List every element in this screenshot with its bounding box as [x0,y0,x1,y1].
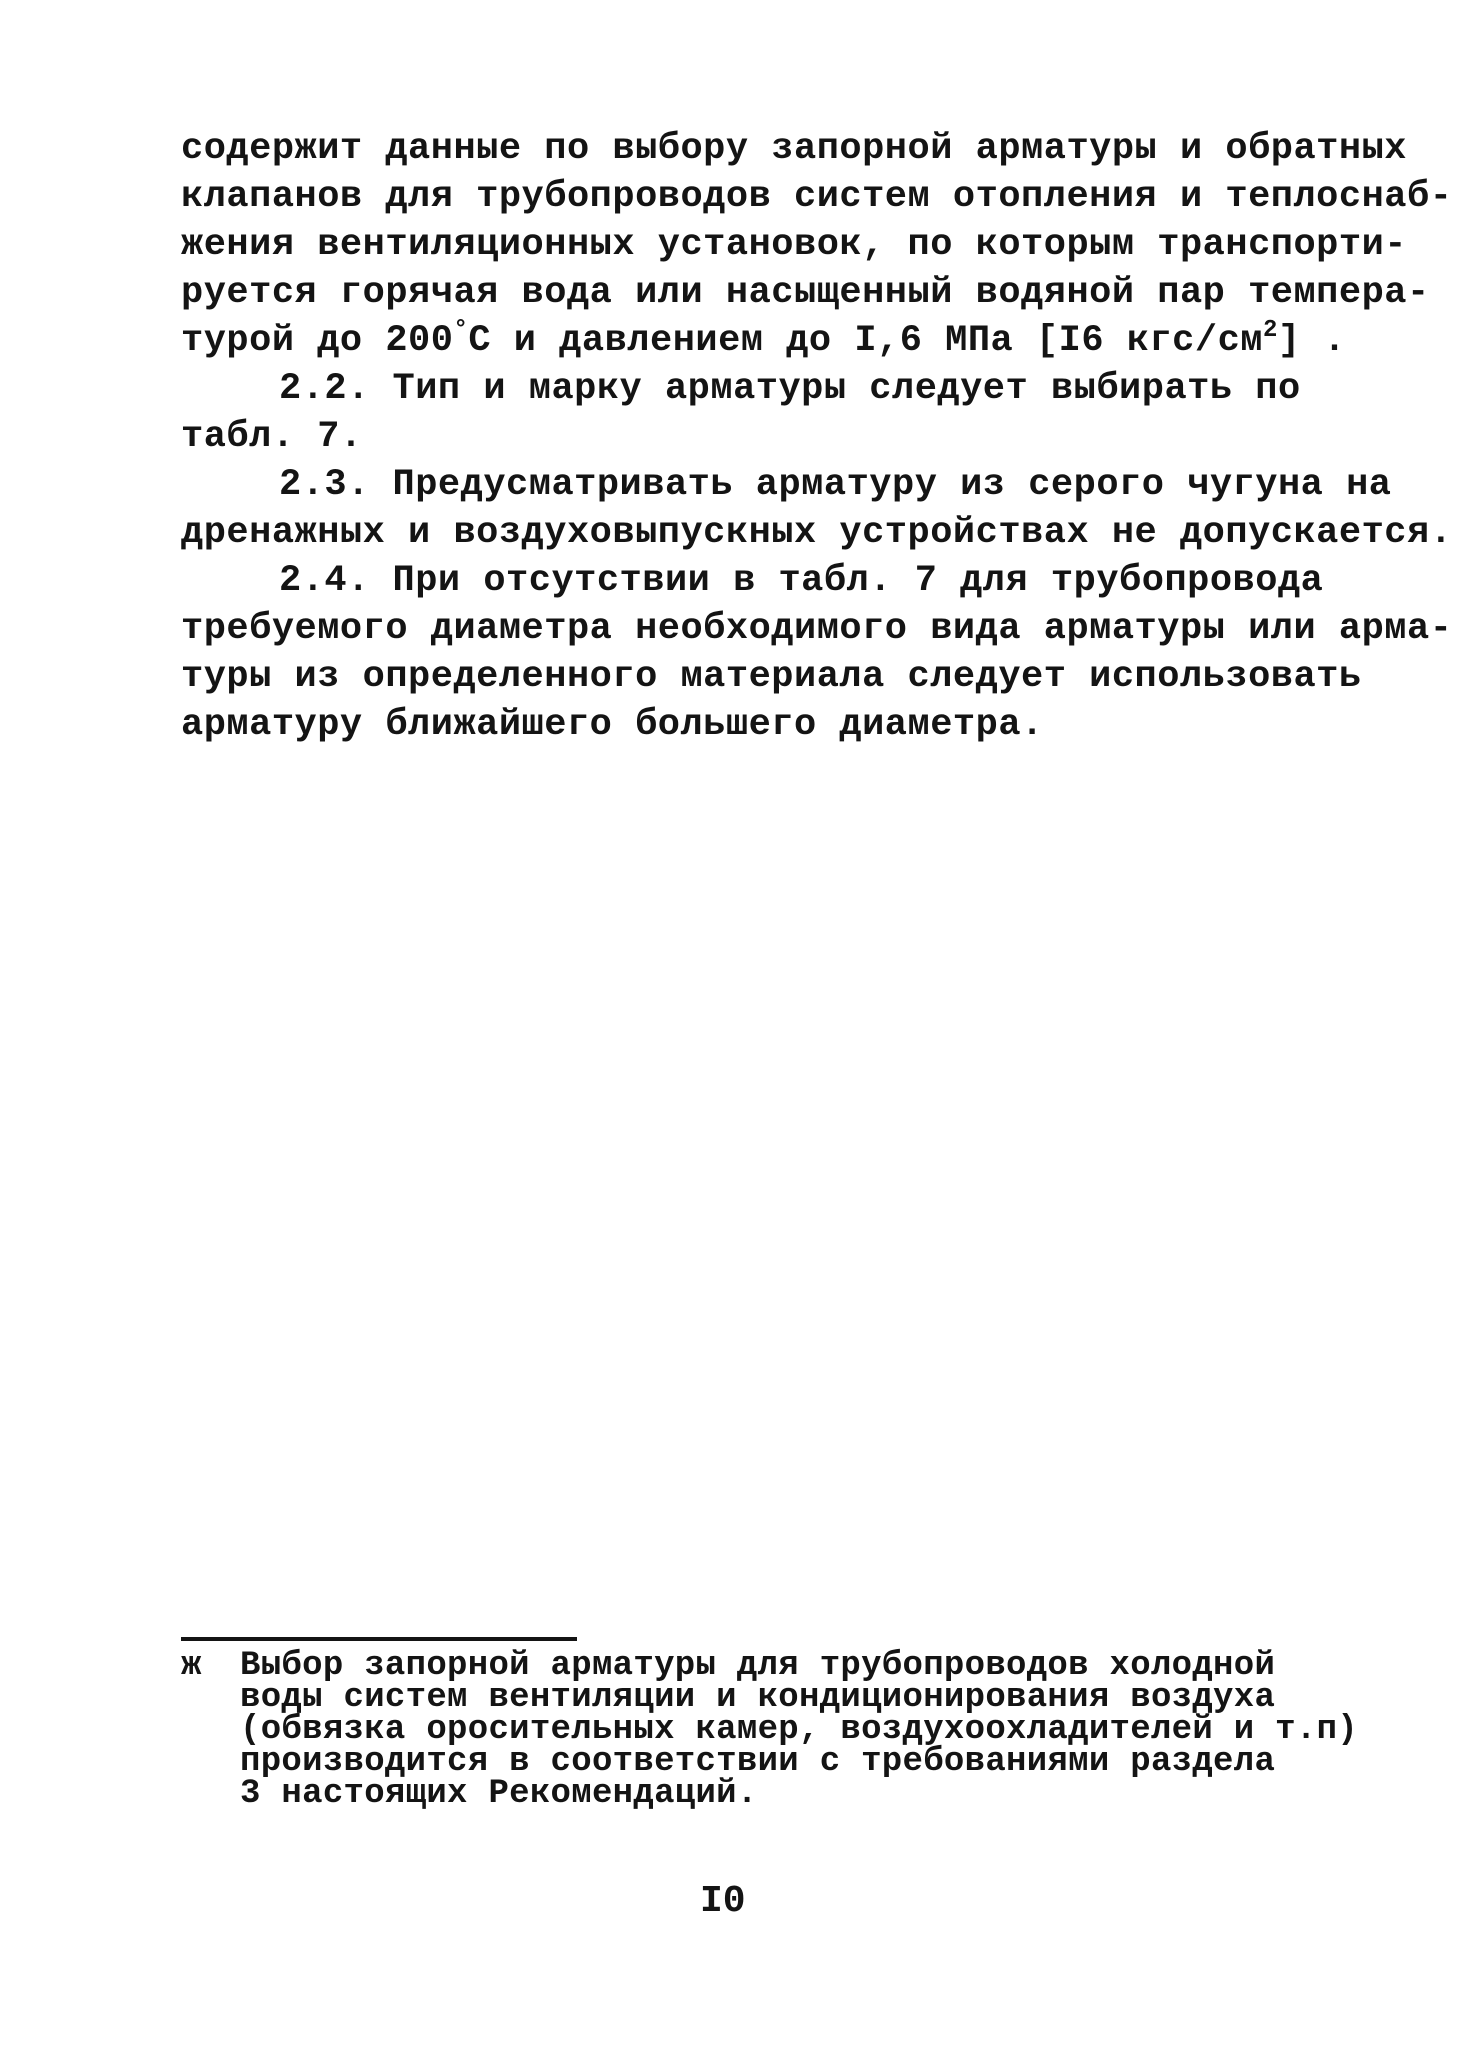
superscript-two: 2 [1263,317,1278,344]
paragraph-2-3: 2.3. Предусматривать арматуру из серого чугуна на [279,464,1392,506]
degree-sign: ° [453,317,469,344]
footnote-line-1: Выбор запорной арматуры для трубопроводов холодной [240,1647,1276,1685]
paragraph-2-4-cont-2: туры из определенного материала следует использовать [181,656,1362,698]
paragraph-2-2-cont: табл. 7. [181,416,363,458]
body-line-3: жения вентиляционных установок, по которым транспорти- [181,224,1407,266]
paragraph-2-4-cont-3: арматуру ближайшего большего диаметра. [181,704,1044,746]
body-line-5-part-1: турой до 200 [181,320,454,362]
footnote-line-2: воды систем вентиляции и кондиционирования воздуха [240,1679,1276,1717]
body-line-2: клапанов для трубопроводов систем отопления и теплоснаб- [181,176,1453,218]
body-line-5-part-3: ] . [1277,320,1347,362]
paragraph-2-4-cont-1: требуемого диаметра необходимого вида арматуры или арма- [181,608,1453,650]
footnote-divider [181,1637,577,1641]
paragraph-2-4: 2.4. При отсутствии в табл. 7 для трубопровода [279,560,1324,602]
paragraph-2-3-cont: дренажных и воздуховыпускных устройствах не допускается. [181,512,1453,554]
footnote-line-3: (обвязка оросительных камер, воздухоохладителей и т.п) [240,1711,1358,1749]
page-number: I0 [700,1880,746,1923]
body-line-5-part-2: С и давлением до I,6 МПа [I6 кгс/см [468,320,1263,362]
footnote-line-5: 3 настоящих Рекомендаций. [240,1775,758,1813]
footnote-line-4: производится в соответствии с требованиями раздела [240,1743,1276,1781]
footnote-marker: ж [181,1647,202,1685]
body-line-5 [181,317,1346,365]
paragraph-2-2: 2.2. Тип и марку арматуры следует выбирать по [279,368,1301,410]
body-line-4: руется горячая вода или насыщенный водяной пар темпера- [181,272,1430,314]
body-line-1: содержит данные по выбору запорной арматуры и обратных [181,128,1407,170]
